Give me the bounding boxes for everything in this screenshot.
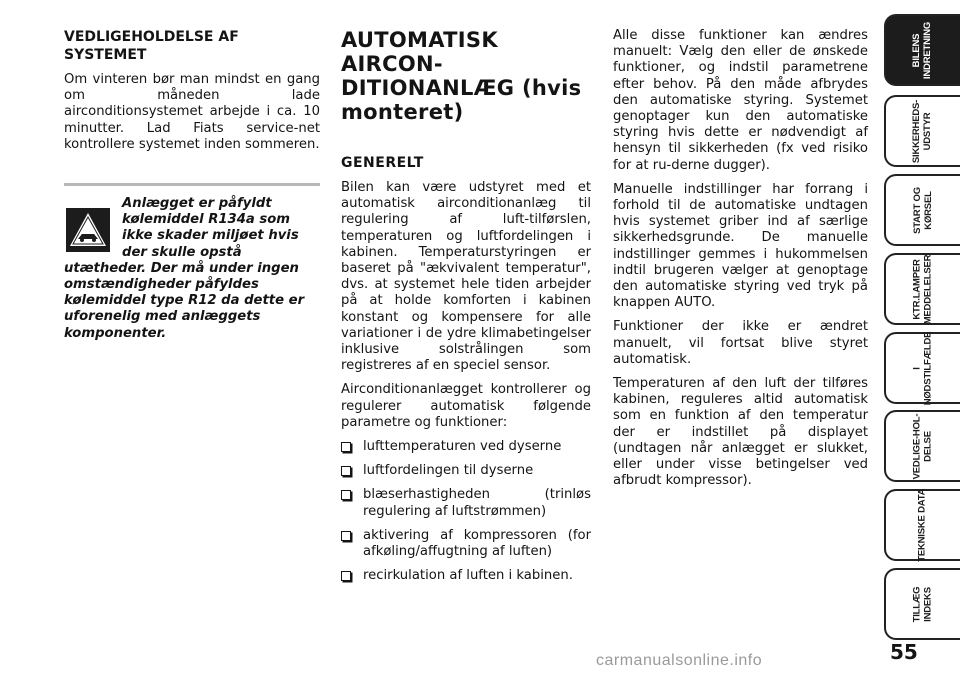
list-item: blæserhastigheden (trinløs regulering af luftstrømmen)	[341, 487, 591, 519]
tab-bilens-indretning[interactable]: BILENS INDRETNING	[884, 14, 960, 86]
column-right	[613, 28, 868, 497]
general-paragraph-1: Bilen kan være udstyret med et automatisk airconditionanlæg til regulering af luft-tilførslen, temperaturen og luftfordelingen i kabinen. Temperaturstyringen er baseret på "ækvivalent temperatur", dvs. at systemet hele tiden arbejder på at holde komforten i kabinen konstant og kompensere for alle variationer i de ydre klimabetingelser inklusive solstrålingen som registreres af en speciel sensor.	[341, 180, 591, 374]
checkbox-bullet-icon	[341, 442, 351, 452]
list-item: luftfordelingen til dyserne	[341, 463, 591, 479]
tab-i-nodstilfaelde[interactable]: I NØDSTILFÆLDE	[884, 332, 960, 404]
checkbox-bullet-icon	[341, 531, 351, 541]
checkbox-bullet-icon	[341, 571, 351, 581]
manual-priority-paragraph: Manuelle indstillinger har forrang i forhold til de automatiske undtagen hvis systemet griber ind af særlige sikkerhedsgrunde. De manuelle indstillinger gemmes i hukommelsen indtil brugeren vælger at genoptage den automatiske styring ved tryk på knappen AUTO.	[613, 181, 868, 311]
list-item: lufttemperaturen ved dyserne	[341, 439, 591, 455]
title-line-2: DITIONANLÆG (hvis	[341, 76, 582, 100]
section-title-automatic-aircon	[341, 28, 591, 124]
section-heading-maintenance: VEDLIGEHOLDELSE AF SYSTEMET	[64, 29, 239, 63]
temperature-paragraph: Temperaturen af den luft der tilføres kabinen, reguleres altid automatisk som en funktion af den temperatur der er indstillet på displayet (undtagen når anlægget er slukket, eller under visse betingelser ved afbrudt kompressor).	[613, 376, 868, 489]
chapter-tabs	[884, 14, 960, 634]
list-item: aktivering af kompressoren (for afkøling/affugtning af luften)	[341, 528, 591, 560]
list-item: recirkulation af luften i kabinen.	[341, 568, 591, 584]
title-line-3: monteret)	[341, 100, 464, 124]
checkbox-bullet-icon	[341, 490, 351, 500]
auto-continue-paragraph: Funktioner der ikke er ændret manuelt, vil fortsat blive styret automatisk.	[613, 319, 868, 367]
parameter-list	[341, 439, 591, 584]
checkbox-bullet-icon	[341, 466, 351, 476]
watermark: carmanualsonline.info	[596, 652, 763, 669]
warning-text: Anlægget er påfyldt kølemiddel R134a som ikke skader miljøet hvis der skulle opstå utætheder. Der må under ingen omstændigheder påfyldes kølemiddel type R12 da dette er uforenelig med anlæggets komponenter.	[64, 196, 305, 341]
column-middle	[341, 28, 591, 592]
tab-sikkerhedsudstyr[interactable]: SIKKERHEDS- UDSTYR	[884, 95, 960, 167]
car-warning-triangle-icon	[66, 208, 110, 252]
page-number: 55	[890, 640, 918, 664]
tab-vedligeholdelse[interactable]: VEDLIGE-HOL- DELSE	[884, 410, 960, 482]
tab-tekniske-data[interactable]: TEKNISKE DATA	[884, 489, 960, 561]
maintenance-paragraph: Om vinteren bør man mindst en gang om måneden lade airconditionsystemet arbejde i ca. 10 minutter. Lad Fiats service-net kontrollere systemet inden sommeren.	[64, 72, 320, 152]
title-line-1: AUTOMATISK AIRCON-	[341, 28, 498, 76]
general-paragraph-2: Airconditionanlægget kontrollerer og regulerer automatisk følgende parametre og funktioner:	[341, 382, 591, 430]
tab-kontrollamper-meddelelser[interactable]: KTR.LAMPER MEDDELELSER	[884, 253, 960, 325]
manual-override-paragraph: Alle disse funktioner kan ændres manuelt: Vælg den eller de ønskede funktioner, og indstil parametrene efter behov. På den måde afbrydes den automatiske styring. Systemet genoptager kun den automatiske styring hvis dette er nødvendigt af hensyn til sikkerheden (fx ved risiko for at ru-derne dugger).	[613, 28, 868, 173]
column-left	[64, 28, 320, 342]
warning-box	[64, 183, 320, 342]
tab-tillaeg-indeks[interactable]: TILLÆG INDEKS	[884, 568, 960, 640]
subheading-general: GENERELT	[341, 155, 424, 171]
tab-start-og-korsel[interactable]: START OG KØRSEL	[884, 174, 960, 246]
